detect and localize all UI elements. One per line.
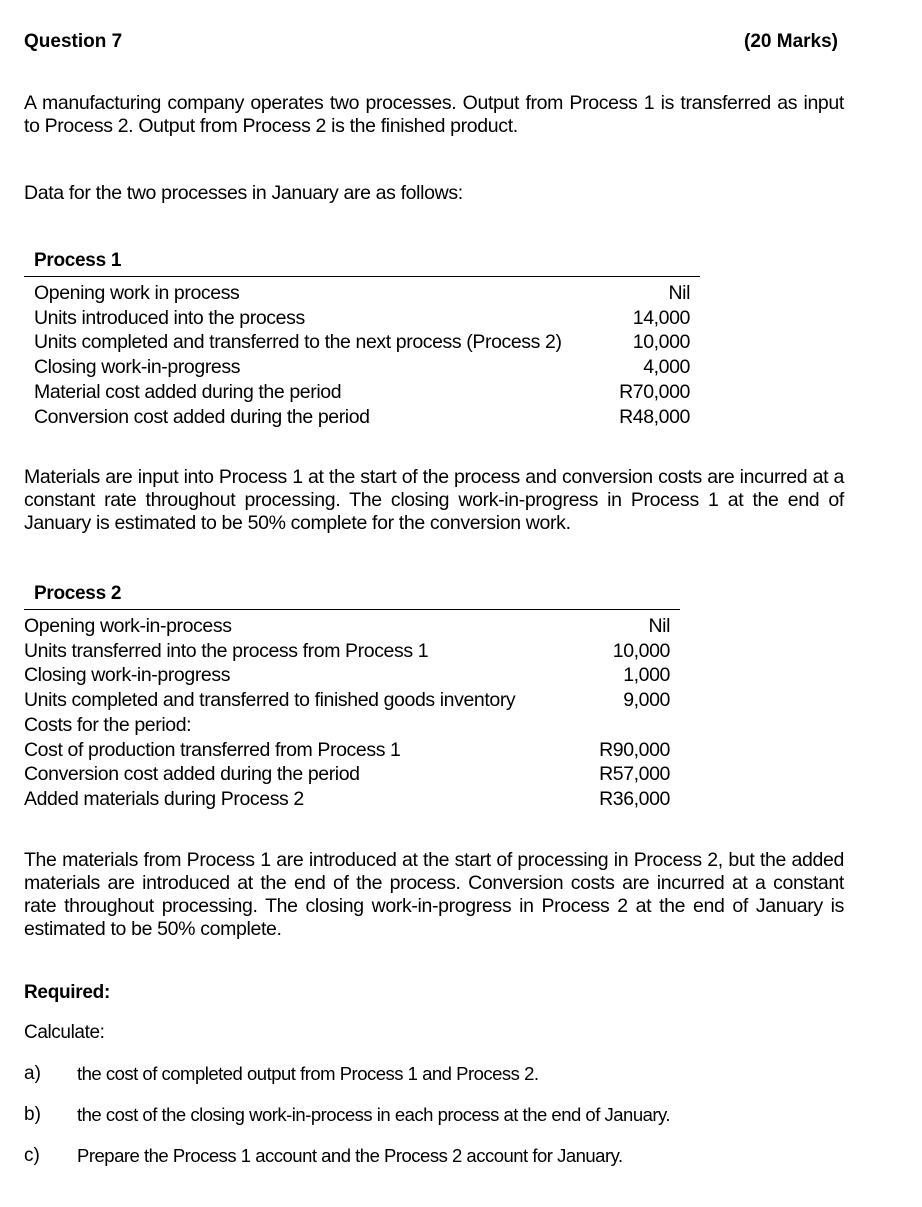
process1-rows (24, 277, 700, 429)
row-value: 10,000 (632, 331, 690, 354)
row-value: 10,000 (612, 639, 670, 662)
table-row (34, 355, 690, 380)
table-row (34, 306, 690, 331)
row-label: Cost of production transferred from Process 1 (24, 738, 401, 761)
row-value: R57,000 (599, 763, 670, 786)
table-row (34, 281, 690, 306)
item-b-text: the cost of the closing work-in-process in each process at the end of January. (77, 1104, 671, 1125)
table-row (24, 614, 670, 639)
row-value: R48,000 (619, 405, 690, 428)
table-row (34, 380, 690, 405)
row-value: R70,000 (619, 380, 690, 403)
row-label: Costs for the period: (24, 713, 192, 736)
item-c-letter: c) (24, 1145, 40, 1166)
row-label: Conversion cost added during the period (24, 763, 360, 786)
item-a-text: the cost of completed output from Process 1 and Process 2. (77, 1063, 539, 1084)
table-row (24, 663, 670, 688)
table-row (24, 639, 670, 664)
intro-paragraph: A manufacturing company operates two processes. Output from Process 1 is transferred as input to Process 2. Output from Process 2 is the finished product. (24, 92, 844, 137)
row-value: 14,000 (632, 306, 690, 329)
row-label: Units completed and transferred to the next process (Process 2) (34, 331, 562, 354)
row-label: Opening work-in-process (24, 615, 232, 637)
table-row (24, 738, 670, 763)
row-label: Material cost added during the period (34, 380, 342, 403)
row-value: 4,000 (643, 356, 690, 379)
row-value: 1,000 (623, 664, 670, 687)
row-label: Units introduced into the process (34, 306, 305, 329)
table-row (24, 787, 670, 812)
table-row (34, 405, 690, 430)
question-marks: (20 Marks) (744, 31, 838, 52)
item-a-letter: a) (24, 1063, 41, 1084)
process2-rows (24, 610, 680, 812)
table-row (24, 713, 670, 738)
question-title: Question 7 (24, 31, 123, 52)
process1-heading: Process 1 (24, 250, 700, 277)
data-intro: Data for the two processes in January are as follows: (24, 182, 463, 204)
process1-note: Materials are input into Process 1 at the start of the process and conversion costs are incurred at a constant rate throughout processing. The closing work-in-progress in Process 1 at the end of January is estimated to be 50% complete for the conversion work. (24, 466, 844, 534)
table-row (24, 762, 670, 787)
calculate-label: Calculate: (24, 1022, 105, 1043)
process2-heading: Process 2 (24, 583, 680, 610)
row-label: Closing work-in-progress (24, 664, 231, 687)
row-value: Nil (648, 615, 670, 637)
row-label: Opening work in process (34, 282, 240, 304)
row-value: R36,000 (599, 787, 670, 810)
item-b-letter: b) (24, 1104, 41, 1125)
process2-table (24, 583, 680, 812)
required-label: Required: (24, 982, 110, 1003)
table-row (34, 330, 690, 355)
row-value: R90,000 (599, 738, 670, 761)
row-label: Conversion cost added during the period (34, 405, 370, 428)
process2-note: The materials from Process 1 are introduced at the start of processing in Process 2, but the added materials are introduced at the end of the process. Conversion costs are incurred at a constant rate throughout processing. The closing work-in-progress in Process 2 at the end of January is estimated to be 50% complete. (24, 849, 844, 940)
process1-table (24, 250, 700, 429)
row-value: 9,000 (623, 689, 670, 712)
row-label: Units transferred into the process from Process 1 (24, 639, 429, 662)
row-value: Nil (668, 282, 690, 304)
row-label: Closing work-in-progress (34, 356, 241, 379)
row-label: Added materials during Process 2 (24, 787, 304, 810)
item-c-text: Prepare the Process 1 account and the Process 2 account for January. (77, 1145, 623, 1166)
row-label: Units completed and transferred to finished goods inventory (24, 689, 516, 712)
table-row (24, 688, 670, 713)
